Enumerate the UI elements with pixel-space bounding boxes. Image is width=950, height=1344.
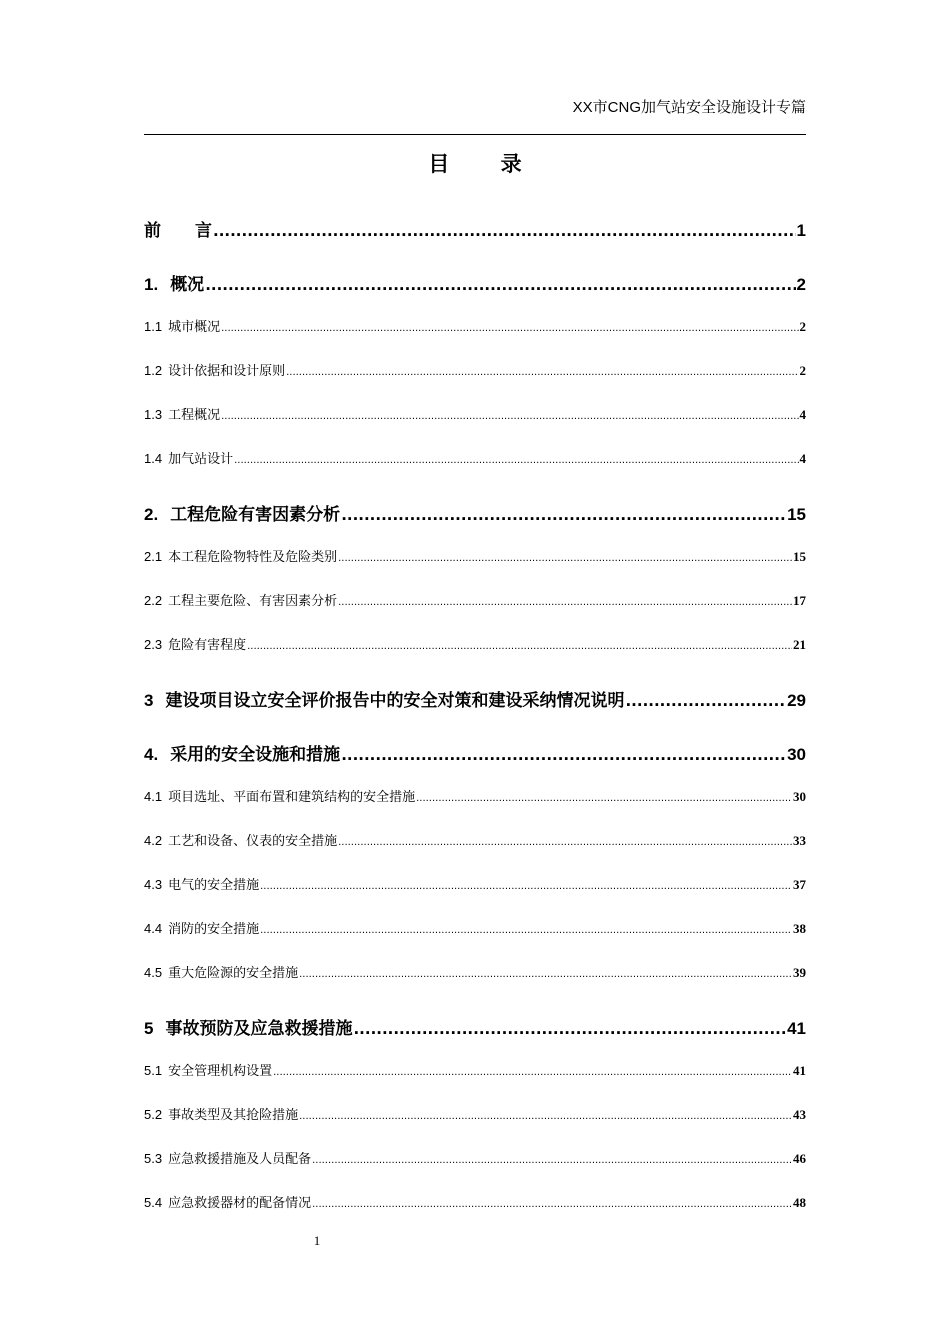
toc-entry-label: 建设项目设立安全评价报告中的安全对策和建设采纳情况说明 [165,691,625,711]
toc-dot-leader [299,969,792,980]
toc-entry-label: 消防的安全措施 [168,922,260,937]
toc-section-entry[interactable] [144,1192,806,1211]
toc-entry-page-number: 1 [796,221,806,240]
toc-dot-leader [416,793,792,804]
toc-section-entry[interactable] [144,316,806,335]
page-number: 1 [313,1233,321,1248]
toc-section-entry[interactable] [144,1060,806,1079]
toc-dot-leader [338,597,792,608]
toc-entry-page-number: 30 [787,745,806,764]
toc-chapter-entry[interactable] [144,686,806,711]
toc-chapter-entry[interactable] [144,500,806,525]
toc-entry-page-number: 41 [793,1063,806,1078]
toc-entry-label: 概况 [170,275,205,295]
toc-entry-page-number: 37 [793,877,806,892]
toc-entry-number: 1.3 [144,407,163,422]
toc-section-entry[interactable] [144,448,806,467]
toc-section-entry[interactable] [144,1148,806,1167]
toc-entry-number: 1.4 [144,451,163,466]
toc-entry-number: 5 [144,1019,154,1038]
toc-entry-label: 事故类型及其抢险措施 [168,1108,299,1123]
toc-section-entry[interactable] [144,590,806,609]
toc-section-entry[interactable] [144,360,806,379]
toc-dot-leader [205,276,795,294]
toc-entry-number: 3 [144,691,154,710]
toc-entry-label: 前 言 [144,221,212,241]
toc-dot-leader [338,837,792,848]
toc-entry-label: 重大危险源的安全措施 [168,966,299,981]
toc-entry-label: 工程主要危险、有害因素分析 [168,594,338,609]
toc-section-entry[interactable] [144,830,806,849]
toc-entry-number: 5.3 [144,1151,163,1166]
toc-entry-page-number: 2 [799,363,806,378]
toc-entry-label: 采用的安全设施和措施 [170,745,341,765]
toc-dot-leader [286,367,798,378]
toc-entry-label: 工程危险有害因素分析 [170,505,341,525]
toc-entry-page-number: 15 [793,549,806,564]
toc-entry-number: 2.1 [144,549,163,564]
toc-entry-label: 工程概况 [168,408,221,423]
toc-section-entry[interactable] [144,404,806,423]
toc-chapter-entry[interactable] [144,1014,806,1039]
toc-section-entry[interactable] [144,874,806,893]
toc-entry-page-number: 41 [787,1019,806,1038]
header-rule [144,134,806,135]
toc-section-entry[interactable] [144,918,806,937]
toc-dot-leader [221,323,798,334]
toc-section-entry[interactable] [144,634,806,653]
toc-entry-label: 城市概况 [168,320,221,335]
toc-section-entry[interactable] [144,546,806,565]
toc-entry-label: 安全管理机构设置 [168,1064,273,1079]
toc-section-entry[interactable] [144,786,806,805]
toc-entry-label: 事故预防及应急救援措施 [165,1019,353,1039]
toc-dot-leader [234,455,798,466]
toc-chapter-entry[interactable] [144,270,806,295]
toc-dot-leader [338,553,792,564]
toc-entry-number: 4.3 [144,877,163,892]
toc-dot-leader [221,411,798,422]
toc-entry-label: 危险有害程度 [168,638,247,653]
toc-entry-label: 加气站设计 [168,452,234,467]
toc-dot-leader [260,881,792,892]
toc-entry-page-number: 4 [799,407,806,422]
toc-entry-number: 4.5 [144,965,163,980]
toc-entry-page-number: 21 [793,637,806,652]
toc-section-entry[interactable] [144,962,806,981]
toc-title: 目 录 [428,152,544,176]
toc-entry-page-number: 2 [799,319,806,334]
toc-dot-leader [273,1067,792,1078]
toc-dot-leader [312,1155,792,1166]
toc-entry-number: 4. [144,745,159,764]
toc-entry-number: 1.1 [144,319,163,334]
toc-entry-number: 4.1 [144,789,163,804]
toc-dot-leader [353,1020,786,1038]
toc-entry-label: 应急救援措施及人员配备 [168,1152,312,1167]
toc-dot-leader [213,222,796,240]
toc-chapter-entry[interactable] [144,740,806,765]
toc-entry-page-number: 43 [793,1107,806,1122]
toc-entry-number: 4.2 [144,833,163,848]
toc-dot-leader [299,1111,792,1122]
toc-entry-label: 设计依据和设计原则 [168,364,286,379]
toc-entry-number: 2.2 [144,593,163,608]
toc-entry-page-number: 15 [787,505,806,524]
toc-entry-page-number: 48 [793,1195,806,1210]
toc-entry-page-number: 2 [796,275,806,294]
toc-chapter-entry[interactable] [144,216,806,241]
toc-entry-page-number: 46 [793,1151,806,1166]
toc-entry-label: 本工程危险物特性及危险类别 [168,550,338,565]
toc-entry-number: 2. [144,505,159,524]
toc-entry-label: 应急救援器材的配备情况 [168,1196,312,1211]
toc-dot-leader [312,1199,792,1210]
toc-dot-leader [247,641,792,652]
toc-entry-number: 5.1 [144,1063,163,1078]
running-header: XX市CNG加气站安全设施设计专篇 [572,99,806,116]
toc-dot-leader [341,746,786,764]
toc-entry-label: 电气的安全措施 [168,878,260,893]
toc-entry-number: 2.3 [144,637,163,652]
toc-entry-page-number: 29 [787,691,806,710]
toc-entry-page-number: 38 [793,921,806,936]
toc-entry-number: 1. [144,275,159,294]
toc-entry-page-number: 4 [799,451,806,466]
toc-dot-leader [341,506,786,524]
toc-entry-page-number: 17 [793,593,806,608]
toc-entry-label: 工艺和设备、仪表的安全措施 [168,834,338,849]
toc-dot-leader [625,692,786,710]
toc-entry-number: 4.4 [144,921,163,936]
toc-entry-page-number: 30 [793,789,806,804]
toc-section-entry[interactable] [144,1104,806,1123]
toc-entry-label: 项目选址、平面布置和建筑结构的安全措施 [168,790,416,805]
toc-dot-leader [260,925,792,936]
toc-entry-number: 5.4 [144,1195,163,1210]
toc-entry-number: 1.2 [144,363,163,378]
toc-entry-number: 5.2 [144,1107,163,1122]
toc-entry-page-number: 39 [793,965,806,980]
toc-entry-page-number: 33 [793,833,806,848]
